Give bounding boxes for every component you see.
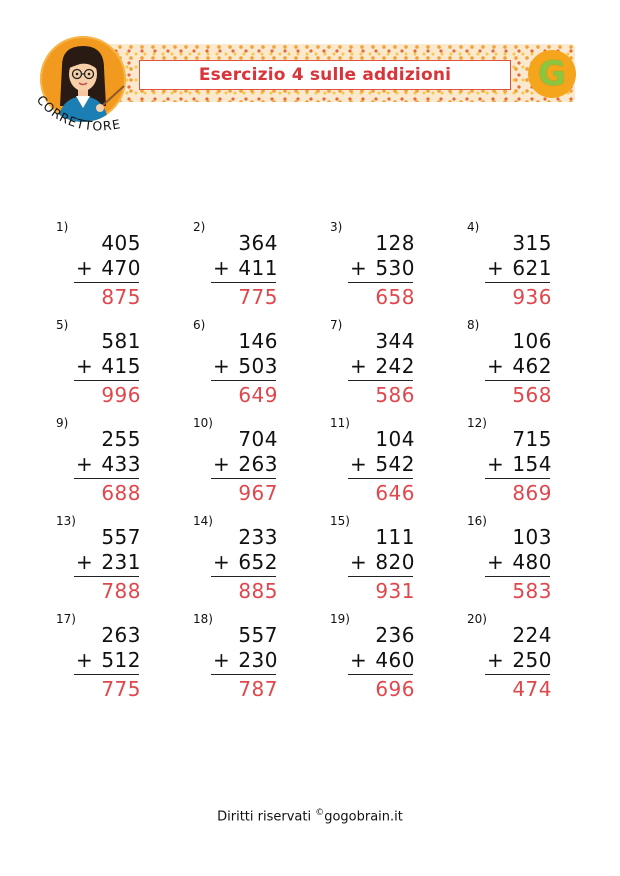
corner-label: [30, 86, 150, 146]
answer: 967: [238, 481, 278, 505]
first-addend: 344: [375, 329, 415, 353]
answer: 688: [101, 481, 141, 505]
first-addend: 224: [512, 623, 552, 647]
problem-number: 12): [467, 416, 487, 430]
footer: [0, 808, 620, 824]
answer: 658: [375, 285, 415, 309]
answer: 885: [238, 579, 278, 603]
answer: 474: [512, 677, 552, 701]
addition-problem: [330, 612, 430, 702]
first-addend: 128: [375, 231, 415, 255]
logo-letter: G: [538, 54, 566, 94]
plus-sign: +: [76, 452, 93, 476]
footer-text: Diritti riservati: [217, 809, 316, 825]
problem-number: 11): [330, 416, 350, 430]
plus-sign: +: [213, 550, 230, 574]
problem-number: 3): [330, 220, 343, 234]
first-addend: 581: [101, 329, 141, 353]
sum-line: [485, 380, 550, 381]
second-addend: 460: [375, 648, 415, 672]
addition-problem: [56, 416, 156, 506]
first-addend: 106: [512, 329, 552, 353]
plus-sign: +: [76, 256, 93, 280]
addition-problem: [56, 318, 156, 408]
first-addend: 315: [512, 231, 552, 255]
answer: 649: [238, 383, 278, 407]
addition-problem: [330, 220, 430, 310]
problem-number: 19): [330, 612, 350, 626]
addition-problem: [467, 514, 567, 604]
page-title: Esercizio 4 sulle addizioni: [198, 65, 452, 85]
addition-problem: [193, 416, 293, 506]
problem-number: 9): [56, 416, 69, 430]
second-addend: 542: [375, 452, 415, 476]
plus-sign: +: [76, 648, 93, 672]
second-addend: 462: [512, 354, 552, 378]
plus-sign: +: [487, 452, 504, 476]
first-addend: 557: [238, 623, 278, 647]
plus-sign: +: [487, 256, 504, 280]
plus-sign: +: [76, 550, 93, 574]
answer: 586: [375, 383, 415, 407]
second-addend: 652: [238, 550, 278, 574]
second-addend: 242: [375, 354, 415, 378]
answer: 931: [375, 579, 415, 603]
plus-sign: +: [487, 354, 504, 378]
sum-line: [211, 282, 276, 283]
plus-sign: +: [350, 648, 367, 672]
answer: 875: [101, 285, 141, 309]
sum-line: [348, 380, 413, 381]
plus-sign: +: [487, 648, 504, 672]
addition-problem: [193, 220, 293, 310]
sum-line: [211, 380, 276, 381]
addition-problem: [193, 318, 293, 408]
first-addend: 557: [101, 525, 141, 549]
addition-problem: [467, 220, 567, 310]
sum-line: [485, 576, 550, 577]
footer-site: gogobrain.it: [324, 809, 403, 825]
sum-line: [485, 282, 550, 283]
answer: 788: [101, 579, 141, 603]
second-addend: 231: [101, 550, 141, 574]
plus-sign: +: [350, 550, 367, 574]
addition-problem: [330, 514, 430, 604]
second-addend: 820: [375, 550, 415, 574]
sum-line: [348, 478, 413, 479]
gogobrain-logo-icon: [528, 50, 576, 98]
problem-number: 7): [330, 318, 343, 332]
second-addend: 411: [238, 256, 278, 280]
plus-sign: +: [487, 550, 504, 574]
plus-sign: +: [350, 354, 367, 378]
addition-problem: [467, 416, 567, 506]
first-addend: 146: [238, 329, 278, 353]
first-addend: 715: [512, 427, 552, 451]
corner-label-text: CORRETTORE: [33, 92, 123, 134]
addition-problem: [467, 612, 567, 702]
plus-sign: +: [213, 452, 230, 476]
problem-number: 5): [56, 318, 69, 332]
problem-number: 1): [56, 220, 69, 234]
first-addend: 405: [101, 231, 141, 255]
second-addend: 263: [238, 452, 278, 476]
second-addend: 470: [101, 256, 141, 280]
first-addend: 233: [238, 525, 278, 549]
addition-problem: [330, 318, 430, 408]
problem-number: 20): [467, 612, 487, 626]
problem-number: 2): [193, 220, 206, 234]
addition-problem: [193, 514, 293, 604]
answer: 787: [238, 677, 278, 701]
sum-line: [485, 478, 550, 479]
second-addend: 480: [512, 550, 552, 574]
problem-number: 8): [467, 318, 480, 332]
second-addend: 230: [238, 648, 278, 672]
sum-line: [211, 674, 276, 675]
answer: 936: [512, 285, 552, 309]
plus-sign: +: [213, 354, 230, 378]
problem-number: 17): [56, 612, 76, 626]
copyright-symbol: ©: [315, 808, 325, 818]
first-addend: 263: [101, 623, 141, 647]
addition-problem: [56, 612, 156, 702]
problem-number: 6): [193, 318, 206, 332]
first-addend: 103: [512, 525, 552, 549]
plus-sign: +: [213, 648, 230, 672]
addition-problem: [193, 612, 293, 702]
first-addend: 236: [375, 623, 415, 647]
answer: 583: [512, 579, 552, 603]
answer: 696: [375, 677, 415, 701]
first-addend: 255: [101, 427, 141, 451]
title-box: [139, 60, 511, 90]
plus-sign: +: [213, 256, 230, 280]
addition-problem: [330, 416, 430, 506]
second-addend: 250: [512, 648, 552, 672]
problem-number: 14): [193, 514, 213, 528]
problem-number: 13): [56, 514, 76, 528]
sum-line: [348, 674, 413, 675]
answer: 775: [101, 677, 141, 701]
answer: 996: [101, 383, 141, 407]
problem-number: 15): [330, 514, 350, 528]
second-addend: 512: [101, 648, 141, 672]
problem-number: 18): [193, 612, 213, 626]
sum-line: [74, 674, 139, 675]
addition-problem: [56, 220, 156, 310]
first-addend: 704: [238, 427, 278, 451]
first-addend: 364: [238, 231, 278, 255]
problem-number: 4): [467, 220, 480, 234]
addition-problem: [467, 318, 567, 408]
sum-line: [348, 576, 413, 577]
problem-number: 10): [193, 416, 213, 430]
second-addend: 154: [512, 452, 552, 476]
plus-sign: +: [350, 256, 367, 280]
answer: 568: [512, 383, 552, 407]
second-addend: 621: [512, 256, 552, 280]
answer: 646: [375, 481, 415, 505]
plus-sign: +: [76, 354, 93, 378]
sum-line: [485, 674, 550, 675]
second-addend: 503: [238, 354, 278, 378]
answer: 775: [238, 285, 278, 309]
problem-number: 16): [467, 514, 487, 528]
addition-problem: [56, 514, 156, 604]
sum-line: [74, 576, 139, 577]
second-addend: 530: [375, 256, 415, 280]
answer: 869: [512, 481, 552, 505]
second-addend: 415: [101, 354, 141, 378]
plus-sign: +: [350, 452, 367, 476]
second-addend: 433: [101, 452, 141, 476]
sum-line: [211, 576, 276, 577]
sum-line: [211, 478, 276, 479]
sum-line: [74, 282, 139, 283]
sum-line: [348, 282, 413, 283]
sum-line: [74, 478, 139, 479]
svg-text:CORRETTORE: [34, 92, 122, 133]
first-addend: 111: [375, 525, 415, 549]
first-addend: 104: [375, 427, 415, 451]
sum-line: [74, 380, 139, 381]
